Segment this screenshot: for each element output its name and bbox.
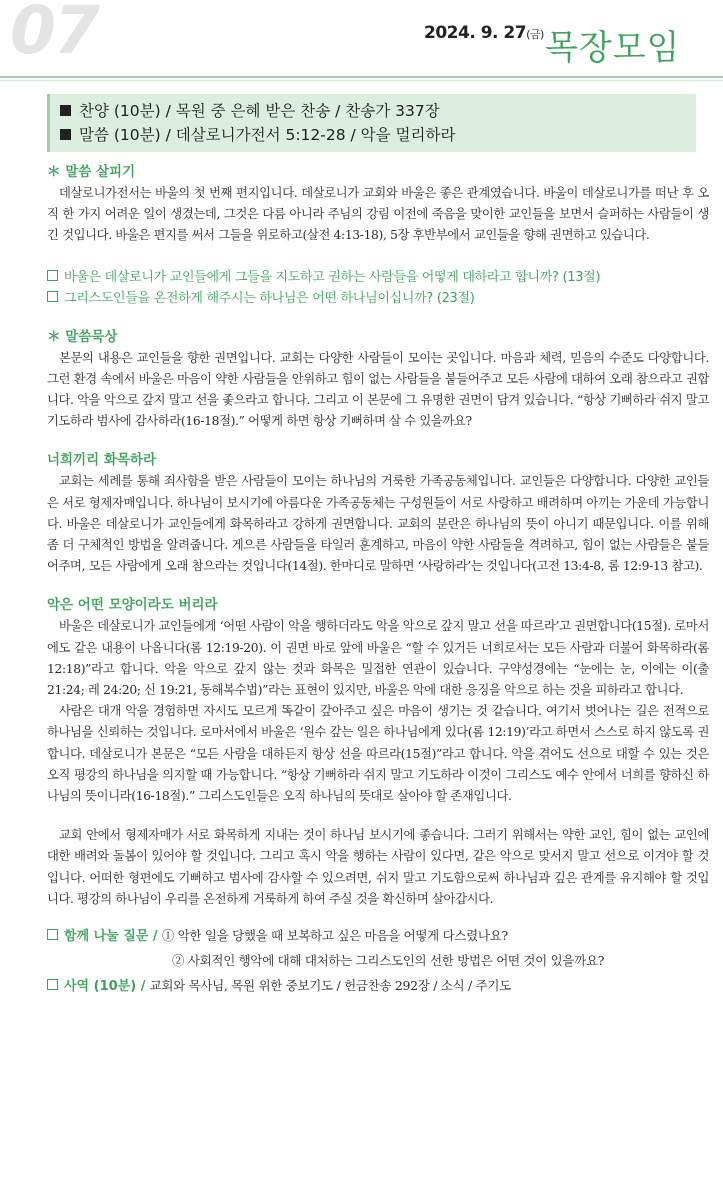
checkbox-square-icon	[47, 270, 58, 281]
page-title: 목장모임	[545, 28, 681, 68]
section-text-avoid-evil-2: 사람은 대개 악을 경험하면 자시도 모르게 똑같이 갚아주고 싶은 마음이 생기는 것 같습니다. 여기서 벗어나는 길은 전적으로 하나님을 신뢰하는 것입니다. 로마서에서 바울은 ‘원수 갚는 일은 하나님에게 있다(롬 12:19)’라고 하면서 스스로 하지 않도록 권합니다. 데살로니가 본문은 “모든 사람을 대하든지 항상 선을 따르라(15절)”라고 합니다. 악을 겪어도 선으로 대할 수 있는 것은 오직 평강의 하나님을 의지할 때 가능합니다. “항상 기뻐하라 쉬지 말고 기도하라 이것이 그리스도 예수 안에서 너희를 향하신 하나님의 뜻이니라(16-18절).” 그리스도인들은 오직 하나님의 뜻대로 살아야 할 존재입니다.	[47, 704, 709, 804]
square-bullet-icon	[60, 129, 71, 140]
main-content	[47, 162, 709, 999]
program-item-worship	[50, 99, 696, 123]
checkbox-square-icon	[47, 291, 58, 302]
section-text-avoid-evil-1: 바울은 데살로니가 교인들에게 ‘어떤 사람이 악을 행하더라도 악을 악으로 갚지 말고 선을 따르라’고 권면합니다(15절). 로마서에도 같은 내용이 나옵니다(롬 12:19-20). 이 권면 바로 앞에 바울은 “할 수 있거든 너희로서는 모든 사람과 더불어 화목하라(롬 12:18)”라고 합니다. 악을 악으로 갚지 않는 것과 화목은 밀접한 연관이 있습니다. 구약성경에는 “눈에는 눈, 이에는 이(출 21:24; 레 24:20; 신 19:21, 동해복수법)”라는 표현이 있지만, 바울은 악에 대한 응징을 악으로 하는 것을 피하라고 합니다.	[47, 619, 709, 698]
question-item	[47, 267, 709, 288]
day-text: (금)	[526, 28, 544, 41]
question-text: 바울은 데살로니가 교인들에게 그들을 지도하고 권하는 사람들을 어떻게 대하라고 합니까? (13절)	[64, 269, 601, 285]
date-text: 2024. 9. 27	[424, 23, 527, 43]
section-text-meditation: 본문의 내용은 교인들을 향한 권면입니다. 교회는 다양한 사람들이 모이는 곳입니다. 마음과 체력, 믿음의 수준도 다양합니다. 그런 환경 속에서 바울은 마음이 약한 사람들을 안위하고 힘이 없는 사람들을 붙들어주고 모든 사람에 대하여 오래 참으라고 권합니다. 악을 악으로 갚지 말고 선을 좇으라고 합니다. 그리고 이 본문에 그 유명한 권면이 담겨 있습니다. “항상 기뻐하라 쉬지 말고 기도하라 범사에 감사하라(16-18절).” 어떻게 하면 항상 기뻐하며 살 수 있을까요?	[47, 350, 709, 429]
program-item-text: 찬양 (10분) / 목원 중 은혜 받은 찬송 / 찬송가 337장	[79, 102, 440, 120]
section-text-overview: 데살로니가전서는 바울의 첫 번째 편지입니다. 데살로니가 교회와 바울은 좋은 관계였습니다. 바울이 데살로니가를 떠난 후 오직 한 가지 어려운 일이 생겼는데, 그것은 다름 아니라 주님의 강림 이전에 죽음을 맞이한 교인들을 보면서 슬퍼하는 사람들이 생긴 것입니다. 바울은 편지를 써서 그들을 위로하고(살전 4:13-18), 5장 후반부에서 교인들을 향해 권면하고 있습니다.	[47, 186, 709, 243]
discussion-question-2	[47, 949, 709, 974]
discussion-label: 함께 나눌 질문 /	[64, 929, 158, 945]
ministry-text: 교회와 목사님, 목원 위한 중보기도 / 헌금찬송 292장 / 소식 / 주기도	[149, 978, 511, 994]
section-title-meditation: ＊ 말씀묵상	[47, 328, 118, 345]
question-text: 그리스도인들을 온전하게 해주시는 하나님은 어떤 하나님이십니까? (23절)	[64, 290, 475, 306]
conclusion-text: 교회 안에서 형제자매가 서로 화목하게 지내는 것이 하나님 보시기에 좋습니다. 그러기 위해서는 약한 교인, 힘이 없는 교인에 대한 배려와 돌봄이 있어야 할 것입니다. 그리고 혹시 악을 행하는 사람이 있다면, 같은 악으로 맞서지 말고 선으로 이겨야 할 것입니다. 어떠한 형편에도 기뻐하고 범사에 감사할 수 있으려면, 쉬지 말고 기도함으로써 하나님과 깊은 관계를 유지해야 할 것입니다. 평강의 하나님이 우리를 온전하게 거룩하게 하여 주실 것을 확신하며 살아갑시다.	[47, 828, 709, 906]
discussion-question-text: ① 악한 일을 당했을 때 보복하고 싶은 마음을 어떻게 다스렸나요?	[161, 928, 508, 944]
header-divider	[0, 76, 723, 78]
section-title-overview: ＊ 말씀 살피기	[47, 164, 136, 180]
checkbox-square-icon	[47, 979, 58, 990]
question-item	[47, 288, 709, 309]
header-date	[424, 23, 544, 43]
program-item-word	[50, 123, 696, 147]
ministry-label: 사역 (10분) /	[64, 979, 146, 995]
program-item-text: 말씀 (10분) / 데살로니가전서 5:12-28 / 악을 멀리하라	[79, 126, 456, 144]
discussion-question-1	[47, 924, 709, 949]
square-bullet-icon	[60, 105, 71, 116]
discussion-question-text: ② 사회적인 행악에 대해 대처하는 그리스도인의 선한 방법은 어떤 것이 있을까요?	[172, 953, 605, 969]
checkbox-square-icon	[47, 929, 58, 940]
section-text-reconcile: 교회는 세례를 통해 죄사함을 받은 사람들이 모이는 하나님의 거룩한 가족공동체입니다. 교인들은 다양합니다. 다양한 교인들은 서로 형제자매입니다. 하나님이 보시기에 아름다운 가족공동체는 구성원들이 서로 사랑하고 배려하며 아끼는 가운데 가능합니다. 바울은 데살로니가 교인들에게 화목하라고 강하게 권면합니다. 교회의 분란은 하나님의 뜻이 아니기 때문입니다. 이를 위해 좀 더 구체적인 방법을 알려줍니다. 게으른 사람들을 타일러 훈계하고, 마음이 약한 사람들을 격려하고, 힘이 없는 사람들은 붙들어주며, 모든 사람에게 오래 참으라는 것입니다(14절). 한마디로 말하면 ‘사랑하라’는 것입니다(고전 13:4-8, 롬 12:9-13 참고).	[47, 474, 709, 574]
page-number: 07	[10, 0, 98, 69]
header-divider-thin	[0, 80, 723, 81]
section-title-avoid-evil: 악은 어떤 모양이라도 버리라	[47, 597, 218, 614]
section-title-reconcile: 너희끼리 화목하라	[47, 452, 157, 469]
program-box	[47, 94, 696, 152]
ministry-line	[47, 974, 709, 999]
